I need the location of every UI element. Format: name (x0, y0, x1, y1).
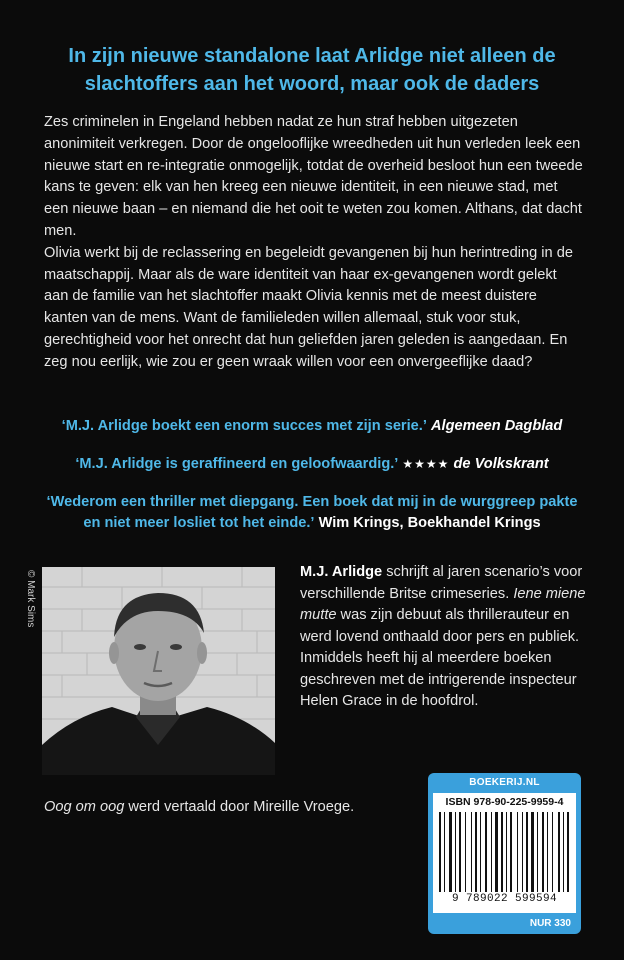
nur-code: NUR 330 (529, 918, 571, 929)
blurb-paragraph-2: Olivia werkt bij de reclassering en begeleidt gevangenen bij hun herintreding in de maatschappij. Maar als de ware identiteit van haar ex-gevangenen wordt gelekt aan de familie van het slachtoffer maakt Olivia kennis met de meest duistere kanten van de mens. Want de familieleden willen allemaal, stuk voor stuk, gerechtigheid voor het onrecht dat hun geliefden jaren geleden is aangedaan. En zeg nou eerlijk, wie zou er geen wraak willen voor een onvergeeflijke daad? (44, 244, 573, 370)
blurb (44, 112, 584, 374)
translated-book-title: Oog om oog (44, 799, 125, 815)
photo-credit (24, 570, 38, 670)
author-bio (300, 562, 590, 713)
quote-1 (40, 416, 584, 437)
isbn-label: ISBN 978-90-225-9959-4 (445, 796, 564, 808)
barcode-digits: 9 789022 599594 (451, 893, 558, 905)
headline-line-2: slachtoffers aan het woord, maar ook de daders (84, 73, 540, 95)
translator-text: werd vertaald door Mireille Vroege. (124, 799, 355, 815)
quote-2-text: ‘M.J. Arlidge is geraffineerd en geloofwaardig.’ (75, 456, 399, 472)
barcode-block (428, 773, 581, 934)
quote-1-source: Algemeen Dagblad (430, 418, 563, 434)
headline-line-1: In zijn nieuwe standalone laat Arlidge niet alleen de (68, 45, 556, 67)
translator-credit (44, 799, 354, 815)
bio-debut-title: Iene miene mutte (300, 585, 586, 623)
rating-stars: ★★★★ (402, 457, 450, 471)
publisher-website: BOEKERIJ.NL (469, 777, 540, 788)
barcode-panel (433, 793, 576, 913)
quote-3-source: Wim Krings, Boekhandel Krings (318, 515, 541, 531)
bio-text-2: was zijn debuut als thrillerauteur en werd lovend onthaald door pers en publiek. Inmiddels heeft hij al meerdere boeken geschreven met de intrigerende inspecteur Helen Grace in de hoofdrol. (300, 607, 580, 709)
barcode-image (439, 812, 570, 892)
quote-2 (40, 454, 584, 475)
bio-author-name: M.J. Arlidge (300, 564, 383, 580)
author-photo (42, 567, 275, 775)
quote-1-text: ‘M.J. Arlidge boekt een enorm succes met zijn serie.’ (61, 418, 427, 434)
author-portrait-image (42, 567, 275, 775)
blurb-paragraph-1: Zes criminelen in Engeland hebben nadat ze hun straf hebben uitgezeten anonimiteit verkregen. Door de ongelooflijke wreedheden uit hun verleden leek een nieuwe start en re-integratie onmogelijk, totdat de overheid besloot hun een tweede kans te geven: elk van hen kreeg een nieuwe identiteit, in een nieuwe stad, met een nieuwe baan – en niemand die het ooit te weten zou komen. Althans, dat dacht men. (44, 114, 583, 239)
photo-credit-text: © Mark Sims (25, 570, 36, 628)
bio-text-1: schrijft al jaren scenario’s voor verschillende Britse crimeseries. (300, 564, 583, 602)
quote-2-source: de Volkskrant (453, 456, 549, 472)
quote-3 (40, 492, 584, 534)
quote-3-text: ‘Wederom een thriller met diepgang. Een boek dat mij in de wurggreep pakte en niet meer losliet tot het einde.’ (46, 494, 578, 531)
headline (40, 42, 584, 98)
